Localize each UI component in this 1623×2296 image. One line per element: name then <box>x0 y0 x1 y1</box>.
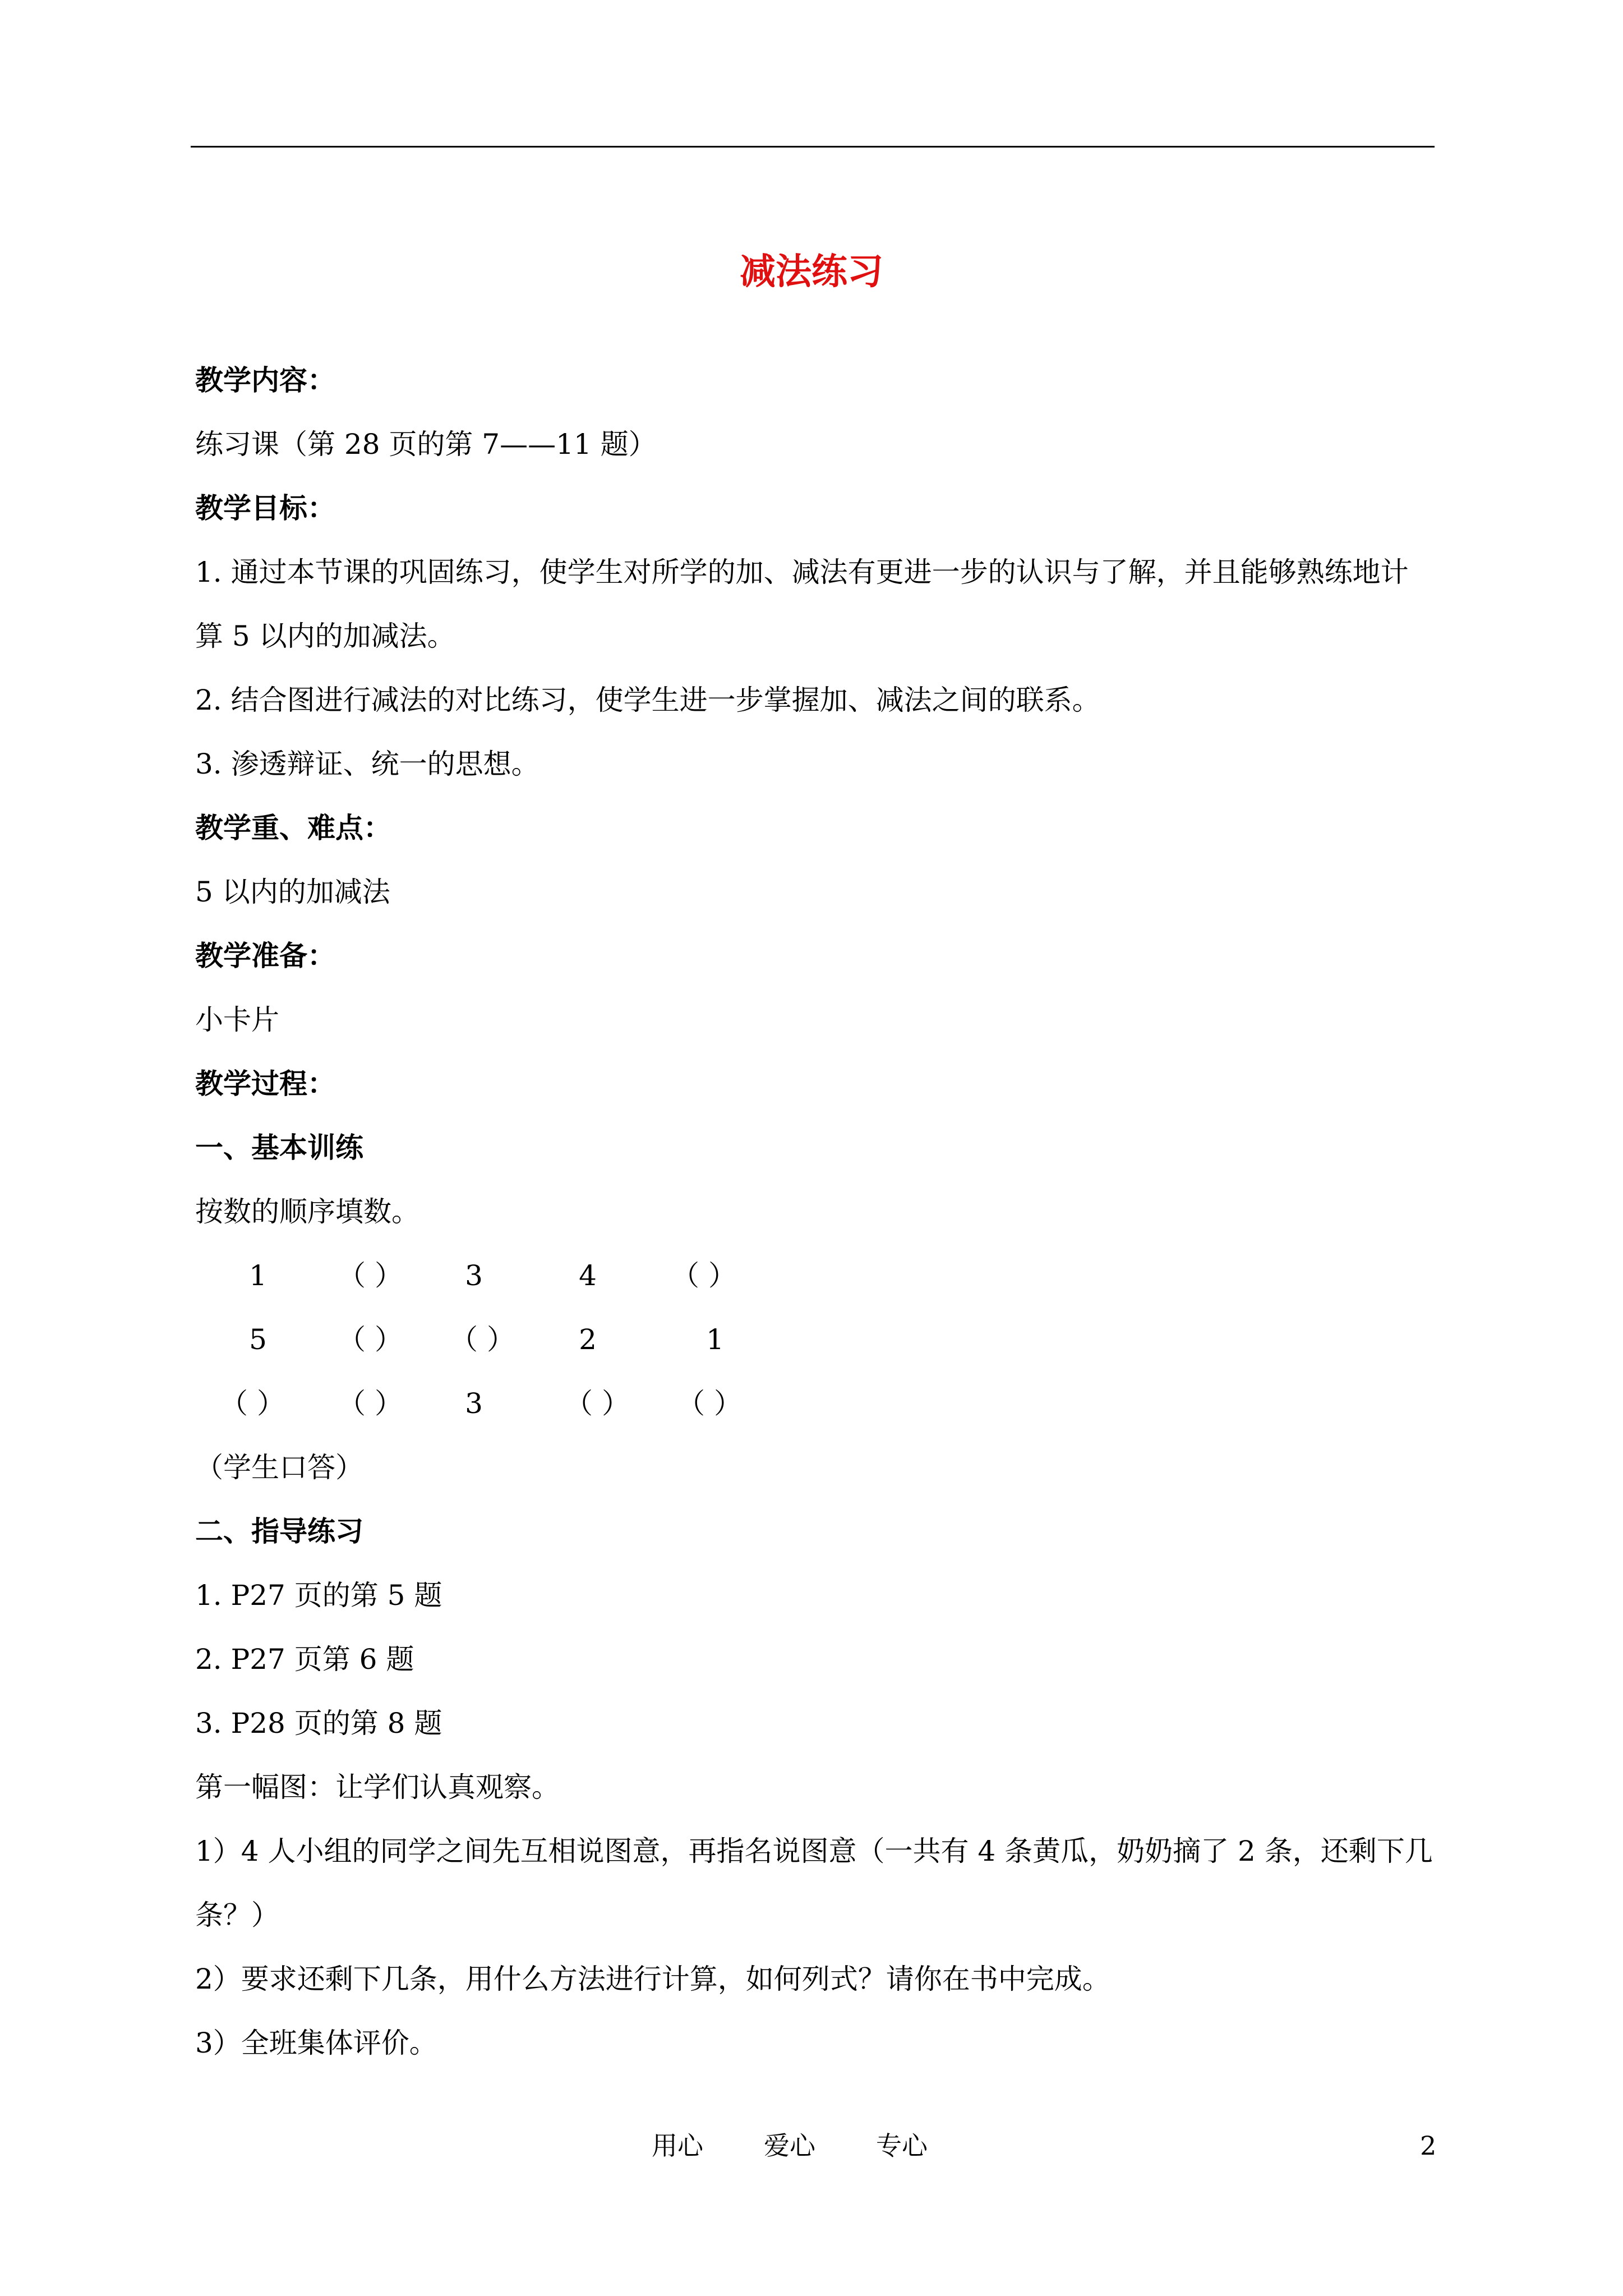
step-1-line-1: 1）4 人小组的同学之间先互相说图意，再指名说图意（一共有 4 条黄瓜，奶奶摘了 2 条，还剩下几 <box>195 1835 1433 1867</box>
exercise-item-2: 2. P27 页第 6 题 <box>195 1643 414 1676</box>
picture-1-text: 第一幅图：让学们认真观察。 <box>195 1771 560 1803</box>
step-3: 3）全班集体评价。 <box>195 2027 437 2059</box>
preparation-text: 小卡片 <box>195 1004 279 1036</box>
part-2-heading: 二、指导练习 <box>195 1515 363 1548</box>
sequence-cell: 3 <box>465 1387 483 1420</box>
sequence-cell: 5 <box>249 1323 267 1356</box>
teaching-goals-heading: 教学目标： <box>195 491 335 524</box>
exercise-item-3: 3. P28 页的第 8 题 <box>195 1707 442 1740</box>
document-title: 减法练习 <box>740 251 883 293</box>
sequence-cell: 1 <box>249 1259 267 1292</box>
teaching-content-text: 练习课（第 28 页的第 7——11 题） <box>195 428 657 461</box>
sequence-cell: （ ） <box>338 1387 403 1420</box>
goal-1-line-2: 算 5 以内的加减法。 <box>195 620 455 652</box>
part-1-intro: 按数的顺序填数。 <box>195 1195 419 1228</box>
key-points-text: 5 以内的加减法 <box>195 876 390 908</box>
sequence-cell: （ ） <box>565 1387 630 1420</box>
sequence-cell: （ ） <box>338 1259 403 1292</box>
sequence-cell: 1 <box>706 1323 724 1356</box>
sequence-cell: 4 <box>579 1259 597 1292</box>
teaching-content-heading: 教学内容： <box>195 364 335 397</box>
step-1-line-2: 条？） <box>195 1899 279 1931</box>
preparation-heading: 教学准备： <box>195 939 335 972</box>
sequence-cell: （ ） <box>671 1259 736 1292</box>
goal-3: 3. 渗透辩证、统一的思想。 <box>195 748 540 780</box>
sequence-cell: （ ） <box>338 1323 403 1356</box>
key-points-heading: 教学重、难点： <box>195 811 391 844</box>
sequence-cell: （ ） <box>220 1387 285 1420</box>
part-1-heading: 一、基本训练 <box>195 1131 363 1164</box>
exercise-item-1: 1. P27 页的第 5 题 <box>195 1579 442 1612</box>
goal-2: 2. 结合图进行减法的对比练习，使学生进一步掌握加、减法之间的联系。 <box>195 684 1100 716</box>
footer-motto-1: 用心 <box>652 2131 703 2161</box>
goal-1-line-1: 1. 通过本节课的巩固练习，使学生对所学的加、减法有更进一步的认识与了解，并且能够熟练地计 <box>195 556 1409 588</box>
sequence-cell: （ ） <box>450 1323 515 1356</box>
sequence-cell: 3 <box>465 1259 483 1292</box>
sequence-cell: （ ） <box>677 1387 742 1420</box>
step-2: 2）要求还剩下几条，用什么方法进行计算，如何列式？请你在书中完成。 <box>195 1963 1110 1995</box>
sequence-cell: 2 <box>579 1323 597 1356</box>
footer-motto-2: 爱心 <box>764 2131 815 2161</box>
header-rule <box>191 146 1435 148</box>
process-heading: 教学过程： <box>195 1067 335 1100</box>
footer-motto-3: 专心 <box>876 2131 928 2161</box>
part-1-note: （学生口答） <box>195 1451 363 1484</box>
page-number: 2 <box>1420 2131 1437 2161</box>
